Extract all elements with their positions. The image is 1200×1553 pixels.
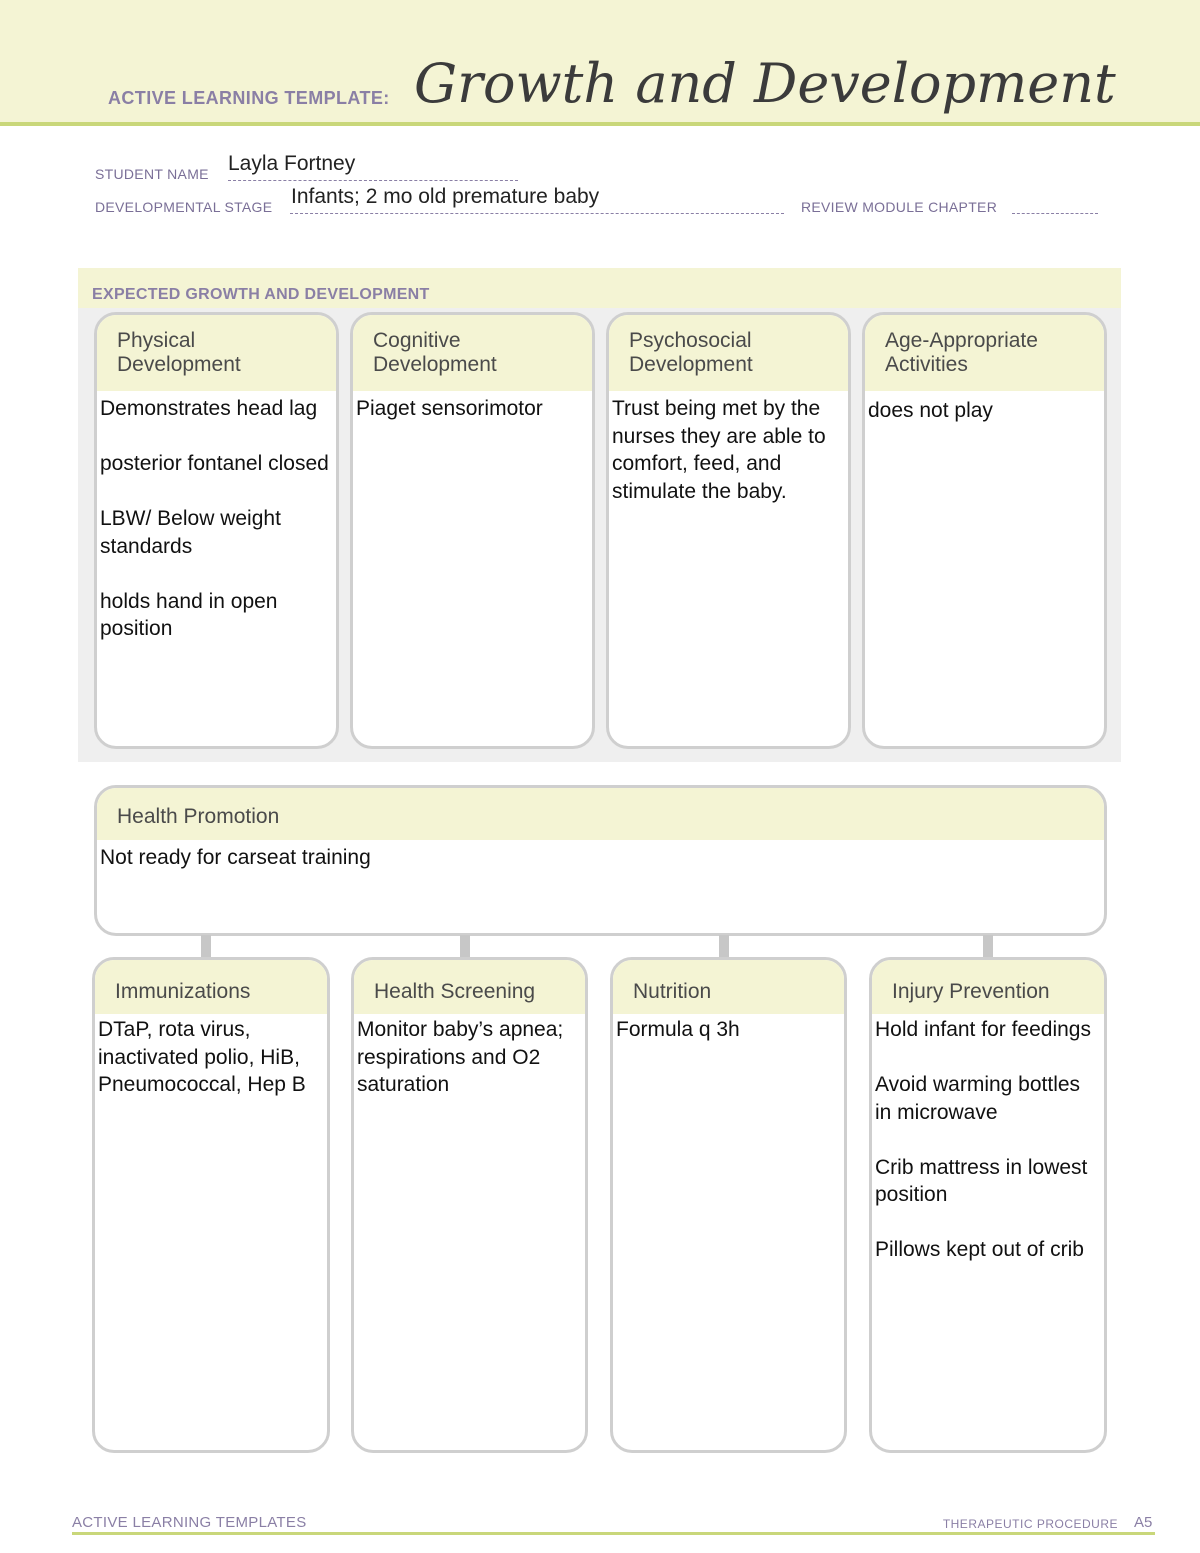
- health-screening-content[interactable]: [354, 1014, 585, 1099]
- developmental-stage-line: [290, 213, 784, 214]
- health-promotion-card: [94, 785, 1107, 936]
- injury-prevention-card: [869, 957, 1107, 1453]
- connector: [201, 935, 211, 957]
- nutrition-heading: Nutrition: [613, 960, 844, 1014]
- review-module-label: REVIEW MODULE CHAPTER: [801, 199, 998, 215]
- list-item: Formula q 3h: [616, 1018, 740, 1041]
- age-appropriate-activities-heading: Age-Appropriate Activities: [865, 315, 1104, 391]
- connector: [983, 935, 993, 957]
- page-number: A5: [1134, 1514, 1153, 1531]
- connector: [719, 935, 729, 957]
- developmental-stage-label: DEVELOPMENTAL STAGE: [95, 199, 273, 215]
- health-screening-card: [351, 957, 588, 1453]
- connector: [460, 935, 470, 957]
- injury-prevention-heading: Injury Prevention: [872, 960, 1104, 1014]
- review-module-line[interactable]: [1012, 213, 1098, 214]
- list-item: Piaget sensorimotor: [356, 397, 543, 420]
- list-item: does not play: [868, 399, 993, 422]
- psychosocial-development-card: [606, 312, 851, 749]
- student-name-label: STUDENT NAME: [95, 166, 209, 182]
- health-screening-heading: Health Screening: [354, 960, 585, 1014]
- list-item: Trust being met by the nurses they are able to comfort, feed, and stimulate the baby.: [612, 397, 826, 503]
- immunizations-content[interactable]: [95, 1014, 327, 1099]
- list-item: Crib mattress in lowest position: [875, 1155, 1088, 1206]
- list-item: LBW/ Below weight standards: [100, 507, 281, 558]
- nutrition-card: [610, 957, 847, 1453]
- cognitive-development-card: [350, 312, 595, 749]
- page-title: Growth and Development: [414, 52, 1116, 115]
- psychosocial-development-content[interactable]: [609, 391, 848, 505]
- psychosocial-development-heading: Psychosocial Development: [609, 315, 848, 391]
- footer-rule: [72, 1532, 1155, 1535]
- list-item: posterior fontanel closed: [100, 452, 329, 475]
- immunizations-heading: Immunizations: [95, 960, 327, 1014]
- header-rule: [0, 122, 1200, 126]
- list-item: Demonstrates head lag: [100, 397, 318, 420]
- list-item: Avoid warming bottles in microwave: [875, 1073, 1081, 1124]
- footer-right-text: THERAPEUTIC PROCEDURE: [942, 1517, 1118, 1531]
- injury-prevention-content[interactable]: [872, 1014, 1104, 1264]
- list-item: Hold infant for feedings: [875, 1018, 1091, 1041]
- student-name-value[interactable]: Layla Fortney: [228, 152, 356, 175]
- expected-growth-title: EXPECTED GROWTH AND DEVELOPMENT: [92, 286, 430, 303]
- physical-development-card: [94, 312, 339, 749]
- list-item: Pillows kept out of crib: [875, 1238, 1084, 1261]
- health-promotion-heading: Health Promotion: [97, 788, 1104, 840]
- list-item: Monitor baby’s apnea; respirations and O2 saturation: [357, 1018, 564, 1096]
- age-appropriate-activities-content[interactable]: [865, 391, 1104, 425]
- footer-left-text: ACTIVE LEARNING TEMPLATES: [72, 1514, 307, 1531]
- cognitive-development-content[interactable]: [353, 391, 592, 423]
- student-name-line: [228, 180, 518, 181]
- developmental-stage-value[interactable]: Infants; 2 mo old premature baby: [291, 185, 600, 208]
- nutrition-content[interactable]: [613, 1014, 844, 1044]
- immunizations-card: [92, 957, 330, 1453]
- list-item: holds hand in open position: [100, 589, 278, 640]
- health-promotion-content[interactable]: Not ready for carseat training: [100, 846, 371, 869]
- physical-development-heading: Physical Development: [97, 315, 336, 391]
- cognitive-development-heading: Cognitive Development: [353, 315, 592, 391]
- list-item: DTaP, rota virus, inactivated polio, HiB, Pneumococcal, Hep B: [98, 1018, 306, 1096]
- age-appropriate-activities-card: [862, 312, 1107, 749]
- physical-development-content[interactable]: [97, 391, 336, 643]
- template-label: ACTIVE LEARNING TEMPLATE:: [108, 88, 390, 108]
